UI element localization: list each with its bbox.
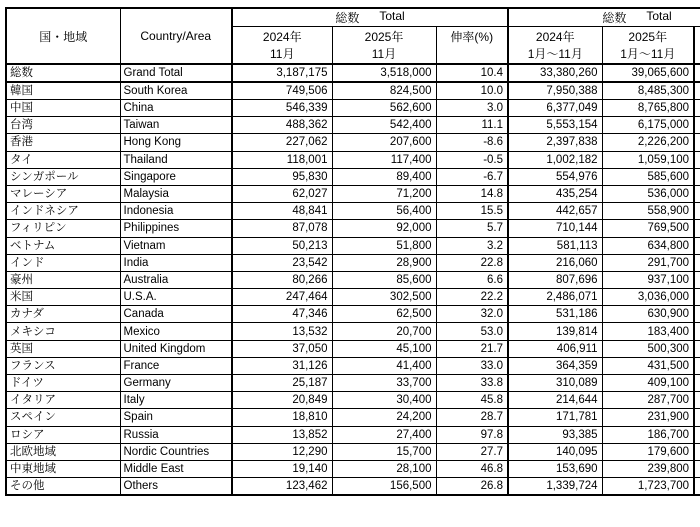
table-row xyxy=(6,289,700,306)
cell-nov-2024: 13,532 xyxy=(232,323,332,340)
cell-nov-2025: 41,400 xyxy=(332,357,436,374)
cell-clipped-column xyxy=(694,220,700,237)
cell-country-jp: 台湾 xyxy=(6,117,120,134)
cell-nov-2024: 20,849 xyxy=(232,392,332,409)
cell-jan-nov-2024: 364,359 xyxy=(508,357,602,374)
table-row xyxy=(6,375,700,392)
table-row xyxy=(6,323,700,340)
cell-nov-2025: 27,400 xyxy=(332,426,436,443)
cell-nov-2025: 542,400 xyxy=(332,117,436,134)
cell-jan-nov-2025: 1,059,100 xyxy=(602,151,694,168)
cell-growth-pct: 33.0 xyxy=(436,357,508,374)
cell-jan-nov-2025: 634,800 xyxy=(602,237,694,254)
cell-jan-nov-2025: 769,500 xyxy=(602,220,694,237)
cell-country-en: United Kingdom xyxy=(120,340,232,357)
cell-nov-2024: 47,346 xyxy=(232,306,332,323)
cell-country-en: Middle East xyxy=(120,460,232,477)
cell-clipped-column xyxy=(694,375,700,392)
table-row xyxy=(6,168,700,185)
cell-nov-2025: 85,600 xyxy=(332,271,436,288)
cell-jan-nov-2025: 500,300 xyxy=(602,340,694,357)
table-row xyxy=(6,220,700,237)
group2-jp-label: 総数 xyxy=(602,11,627,25)
cell-growth-pct: 97.8 xyxy=(436,426,508,443)
visitor-arrivals-table-wrap xyxy=(5,7,700,523)
table-row xyxy=(6,237,700,254)
cell-jan-nov-2025: 6,175,000 xyxy=(602,117,694,134)
cell-growth-pct: 28.7 xyxy=(436,409,508,426)
cell-nov-2025: 33,700 xyxy=(332,375,436,392)
cell-country-jp: 香港 xyxy=(6,134,120,151)
group2-en-label: Total xyxy=(646,9,672,23)
cell-jan-nov-2024: 442,657 xyxy=(508,203,602,220)
header-jan-nov-2024-line2: 1月〜11月 xyxy=(527,47,583,61)
cell-nov-2025: 56,400 xyxy=(332,203,436,220)
header-nov-2025 xyxy=(332,27,436,65)
table-header xyxy=(6,8,700,64)
cell-country-en: China xyxy=(120,100,232,117)
cell-jan-nov-2025: 409,100 xyxy=(602,375,694,392)
header-growth-pct-line1: 伸率(%) xyxy=(450,30,494,44)
cell-growth-pct: -8.6 xyxy=(436,134,508,151)
cell-growth-pct: 32.0 xyxy=(436,306,508,323)
cell-growth-pct: 3.2 xyxy=(436,237,508,254)
cell-jan-nov-2024: 2,486,071 xyxy=(508,289,602,306)
cell-country-jp: 米国 xyxy=(6,289,120,306)
table-row xyxy=(6,185,700,202)
cell-jan-nov-2024: 6,377,049 xyxy=(508,100,602,117)
cell-growth-pct: 21.7 xyxy=(436,340,508,357)
cell-country-en: Taiwan xyxy=(120,117,232,134)
cell-jan-nov-2025: 2,226,200 xyxy=(602,134,694,151)
cell-country-jp: その他 xyxy=(6,478,120,496)
group-total-monthly-label xyxy=(237,9,503,26)
header-jan-nov-2025-line1: 2025年 xyxy=(628,30,668,44)
cell-country-en: Malaysia xyxy=(120,185,232,202)
header-nov-2024-line1: 2024年 xyxy=(262,30,302,44)
cell-country-en: Italy xyxy=(120,392,232,409)
header-group-total-cumulative xyxy=(508,8,700,27)
cell-jan-nov-2025: 39,065,600 xyxy=(602,64,694,82)
cell-country-en: Singapore xyxy=(120,168,232,185)
table-row xyxy=(6,409,700,426)
header-clipped-column xyxy=(694,27,700,65)
cell-growth-pct: -0.5 xyxy=(436,151,508,168)
cell-nov-2025: 45,100 xyxy=(332,340,436,357)
cell-jan-nov-2024: 216,060 xyxy=(508,254,602,271)
table-row xyxy=(6,357,700,374)
cell-jan-nov-2025: 239,800 xyxy=(602,460,694,477)
cell-jan-nov-2025: 8,485,300 xyxy=(602,82,694,100)
cell-jan-nov-2025: 186,700 xyxy=(602,426,694,443)
cell-nov-2025: 51,800 xyxy=(332,237,436,254)
cell-nov-2025: 207,600 xyxy=(332,134,436,151)
cell-country-jp: 総数 xyxy=(6,64,120,82)
cell-country-jp: 中国 xyxy=(6,100,120,117)
cell-clipped-column xyxy=(694,426,700,443)
cell-country-en: Russia xyxy=(120,426,232,443)
cell-jan-nov-2024: 171,781 xyxy=(508,409,602,426)
cell-clipped-column xyxy=(694,100,700,117)
cell-growth-pct: 14.8 xyxy=(436,185,508,202)
cell-country-en: Australia xyxy=(120,271,232,288)
header-nov-2024-line2: 11月 xyxy=(270,47,295,61)
cell-clipped-column xyxy=(694,409,700,426)
header-jan-nov-2025-line2: 1月〜11月 xyxy=(620,47,676,61)
table-row xyxy=(6,340,700,357)
cell-nov-2024: 25,187 xyxy=(232,375,332,392)
header-country-area-jp xyxy=(6,8,120,64)
cell-nov-2025: 28,100 xyxy=(332,460,436,477)
cell-jan-nov-2025: 183,400 xyxy=(602,323,694,340)
cell-nov-2024: 37,050 xyxy=(232,340,332,357)
cell-growth-pct: 10.0 xyxy=(436,82,508,100)
table-row xyxy=(6,117,700,134)
cell-country-en: France xyxy=(120,357,232,374)
header-country-area-jp-label: 国・地域 xyxy=(39,29,88,44)
cell-nov-2024: 31,126 xyxy=(232,357,332,374)
cell-country-jp: タイ xyxy=(6,151,120,168)
cell-clipped-column xyxy=(694,306,700,323)
cell-clipped-column xyxy=(694,357,700,374)
cell-country-en: Mexico xyxy=(120,323,232,340)
cell-nov-2024: 23,542 xyxy=(232,254,332,271)
cell-nov-2024: 227,062 xyxy=(232,134,332,151)
cell-nov-2025: 62,500 xyxy=(332,306,436,323)
cell-nov-2025: 15,700 xyxy=(332,443,436,460)
cell-jan-nov-2024: 5,553,154 xyxy=(508,117,602,134)
cell-country-jp: 英国 xyxy=(6,340,120,357)
cell-jan-nov-2024: 554,976 xyxy=(508,168,602,185)
cell-jan-nov-2025: 287,700 xyxy=(602,392,694,409)
table-row xyxy=(6,306,700,323)
cell-jan-nov-2025: 231,900 xyxy=(602,409,694,426)
table-row xyxy=(6,82,700,100)
group1-jp-label: 総数 xyxy=(335,11,360,25)
cell-growth-pct: 22.2 xyxy=(436,289,508,306)
cell-country-jp: シンガポール xyxy=(6,168,120,185)
header-country-area-en xyxy=(120,8,232,64)
cell-country-jp: 中東地域 xyxy=(6,460,120,477)
cell-jan-nov-2024: 406,911 xyxy=(508,340,602,357)
cell-country-en: Hong Kong xyxy=(120,134,232,151)
cell-country-en: Philippines xyxy=(120,220,232,237)
cell-country-en: Thailand xyxy=(120,151,232,168)
table-body xyxy=(6,64,700,495)
table-row xyxy=(6,443,700,460)
cell-jan-nov-2025: 8,765,800 xyxy=(602,100,694,117)
cell-jan-nov-2024: 153,690 xyxy=(508,460,602,477)
cell-nov-2024: 118,001 xyxy=(232,151,332,168)
cell-nov-2025: 20,700 xyxy=(332,323,436,340)
table-row xyxy=(6,392,700,409)
cell-country-en: Nordic Countries xyxy=(120,443,232,460)
cell-growth-pct: 15.5 xyxy=(436,203,508,220)
cell-jan-nov-2024: 214,644 xyxy=(508,392,602,409)
cell-country-jp: フランス xyxy=(6,357,120,374)
cell-country-jp: スペイン xyxy=(6,409,120,426)
cell-nov-2024: 488,362 xyxy=(232,117,332,134)
cell-clipped-column xyxy=(694,323,700,340)
cell-nov-2025: 156,500 xyxy=(332,478,436,496)
table-row xyxy=(6,254,700,271)
cell-country-en: Grand Total xyxy=(120,64,232,82)
cell-country-jp: メキシコ xyxy=(6,323,120,340)
cell-nov-2025: 824,500 xyxy=(332,82,436,100)
cell-growth-pct: -6.7 xyxy=(436,168,508,185)
cell-country-jp: フィリピン xyxy=(6,220,120,237)
cell-jan-nov-2024: 807,696 xyxy=(508,271,602,288)
cell-jan-nov-2024: 93,385 xyxy=(508,426,602,443)
cell-jan-nov-2025: 1,723,700 xyxy=(602,478,694,496)
cell-country-jp: インドネシア xyxy=(6,203,120,220)
cell-clipped-column xyxy=(694,478,700,496)
cell-clipped-column xyxy=(694,340,700,357)
cell-nov-2025: 30,400 xyxy=(332,392,436,409)
cell-jan-nov-2024: 7,950,388 xyxy=(508,82,602,100)
cell-country-jp: ベトナム xyxy=(6,237,120,254)
cell-clipped-column xyxy=(694,117,700,134)
table-row xyxy=(6,271,700,288)
cell-jan-nov-2024: 2,397,838 xyxy=(508,134,602,151)
cell-jan-nov-2025: 937,100 xyxy=(602,271,694,288)
cell-country-en: U.S.A. xyxy=(120,289,232,306)
cell-country-en: India xyxy=(120,254,232,271)
group-header-row xyxy=(6,8,700,27)
cell-country-jp: カナダ xyxy=(6,306,120,323)
cell-country-en: Germany xyxy=(120,375,232,392)
cell-clipped-column xyxy=(694,289,700,306)
header-country-area-en-label: Country/Area xyxy=(140,29,212,43)
cell-jan-nov-2024: 310,089 xyxy=(508,375,602,392)
cell-nov-2024: 19,140 xyxy=(232,460,332,477)
cell-growth-pct: 45.8 xyxy=(436,392,508,409)
cell-nov-2024: 749,506 xyxy=(232,82,332,100)
cell-jan-nov-2024: 139,814 xyxy=(508,323,602,340)
cell-nov-2024: 247,464 xyxy=(232,289,332,306)
cell-nov-2024: 18,810 xyxy=(232,409,332,426)
cell-jan-nov-2025: 179,600 xyxy=(602,443,694,460)
cell-growth-pct: 10.4 xyxy=(436,64,508,82)
cell-nov-2025: 92,000 xyxy=(332,220,436,237)
cell-nov-2025: 302,500 xyxy=(332,289,436,306)
cell-clipped-column xyxy=(694,271,700,288)
cell-growth-pct: 22.8 xyxy=(436,254,508,271)
table-row xyxy=(6,134,700,151)
cell-growth-pct: 6.6 xyxy=(436,271,508,288)
cell-country-jp: 韓国 xyxy=(6,82,120,100)
cell-jan-nov-2025: 431,500 xyxy=(602,357,694,374)
cell-growth-pct: 46.8 xyxy=(436,460,508,477)
cell-clipped-column xyxy=(694,134,700,151)
cell-jan-nov-2024: 710,144 xyxy=(508,220,602,237)
cell-country-jp: ドイツ xyxy=(6,375,120,392)
cell-nov-2025: 562,600 xyxy=(332,100,436,117)
group1-en-label: Total xyxy=(379,9,405,23)
cell-growth-pct: 33.8 xyxy=(436,375,508,392)
cell-jan-nov-2024: 1,002,182 xyxy=(508,151,602,168)
table-row xyxy=(6,151,700,168)
cell-jan-nov-2025: 630,900 xyxy=(602,306,694,323)
cell-country-en: Vietnam xyxy=(120,237,232,254)
cell-country-en: South Korea xyxy=(120,82,232,100)
cell-clipped-column xyxy=(694,254,700,271)
cell-country-jp: インド xyxy=(6,254,120,271)
cell-nov-2024: 546,339 xyxy=(232,100,332,117)
cell-country-en: Indonesia xyxy=(120,203,232,220)
cell-clipped-column xyxy=(694,392,700,409)
cell-jan-nov-2025: 3,036,000 xyxy=(602,289,694,306)
cell-clipped-column xyxy=(694,82,700,100)
cell-clipped-column xyxy=(694,443,700,460)
cell-growth-pct: 11.1 xyxy=(436,117,508,134)
cell-nov-2024: 12,290 xyxy=(232,443,332,460)
cell-nov-2025: 3,518,000 xyxy=(332,64,436,82)
cell-jan-nov-2025: 585,600 xyxy=(602,168,694,185)
cell-clipped-column xyxy=(694,64,700,82)
header-nov-2025-line1: 2025年 xyxy=(364,30,404,44)
cell-nov-2024: 62,027 xyxy=(232,185,332,202)
cell-growth-pct: 5.7 xyxy=(436,220,508,237)
header-jan-nov-2025 xyxy=(602,27,694,65)
cell-jan-nov-2025: 558,900 xyxy=(602,203,694,220)
visitor-arrivals-table xyxy=(5,7,700,496)
cell-jan-nov-2024: 1,339,724 xyxy=(508,478,602,496)
cell-nov-2024: 13,852 xyxy=(232,426,332,443)
cell-jan-nov-2024: 33,380,260 xyxy=(508,64,602,82)
table-row xyxy=(6,64,700,82)
cell-jan-nov-2024: 531,186 xyxy=(508,306,602,323)
header-jan-nov-2024 xyxy=(508,27,602,65)
cell-jan-nov-2025: 536,000 xyxy=(602,185,694,202)
cell-country-jp: マレーシア xyxy=(6,185,120,202)
cell-jan-nov-2024: 140,095 xyxy=(508,443,602,460)
header-group-total-monthly xyxy=(232,8,508,27)
cell-clipped-column xyxy=(694,237,700,254)
cell-nov-2025: 28,900 xyxy=(332,254,436,271)
cell-clipped-column xyxy=(694,460,700,477)
table-row xyxy=(6,426,700,443)
cell-country-en: Canada xyxy=(120,306,232,323)
table-row xyxy=(6,203,700,220)
cell-country-jp: 豪州 xyxy=(6,271,120,288)
cell-growth-pct: 27.7 xyxy=(436,443,508,460)
cell-nov-2025: 89,400 xyxy=(332,168,436,185)
cell-country-jp: イタリア xyxy=(6,392,120,409)
cell-jan-nov-2025: 291,700 xyxy=(602,254,694,271)
header-growth-pct xyxy=(436,27,508,65)
cell-nov-2024: 48,841 xyxy=(232,203,332,220)
header-nov-2025-line2: 11月 xyxy=(371,47,397,61)
header-jan-nov-2024-line1: 2024年 xyxy=(535,30,575,44)
table-row xyxy=(6,478,700,496)
cell-country-jp: ロシア xyxy=(6,426,120,443)
table-row xyxy=(6,100,700,117)
group-total-cumulative-label xyxy=(513,9,700,26)
cell-nov-2025: 24,200 xyxy=(332,409,436,426)
cell-clipped-column xyxy=(694,168,700,185)
cell-growth-pct: 53.0 xyxy=(436,323,508,340)
cell-nov-2024: 50,213 xyxy=(232,237,332,254)
cell-nov-2025: 71,200 xyxy=(332,185,436,202)
cell-country-jp: 北欧地域 xyxy=(6,443,120,460)
cell-clipped-column xyxy=(694,203,700,220)
cell-jan-nov-2024: 581,113 xyxy=(508,237,602,254)
cell-nov-2024: 95,830 xyxy=(232,168,332,185)
cell-country-en: Others xyxy=(120,478,232,496)
table-row xyxy=(6,460,700,477)
cell-clipped-column xyxy=(694,151,700,168)
header-nov-2024 xyxy=(232,27,332,65)
cell-country-en: Spain xyxy=(120,409,232,426)
cell-nov-2024: 80,266 xyxy=(232,271,332,288)
cell-nov-2025: 117,400 xyxy=(332,151,436,168)
cell-nov-2024: 3,187,175 xyxy=(232,64,332,82)
cell-growth-pct: 3.0 xyxy=(436,100,508,117)
cell-growth-pct: 26.8 xyxy=(436,478,508,496)
cell-clipped-column xyxy=(694,185,700,202)
cell-nov-2024: 87,078 xyxy=(232,220,332,237)
cell-nov-2024: 123,462 xyxy=(232,478,332,496)
cell-jan-nov-2024: 435,254 xyxy=(508,185,602,202)
